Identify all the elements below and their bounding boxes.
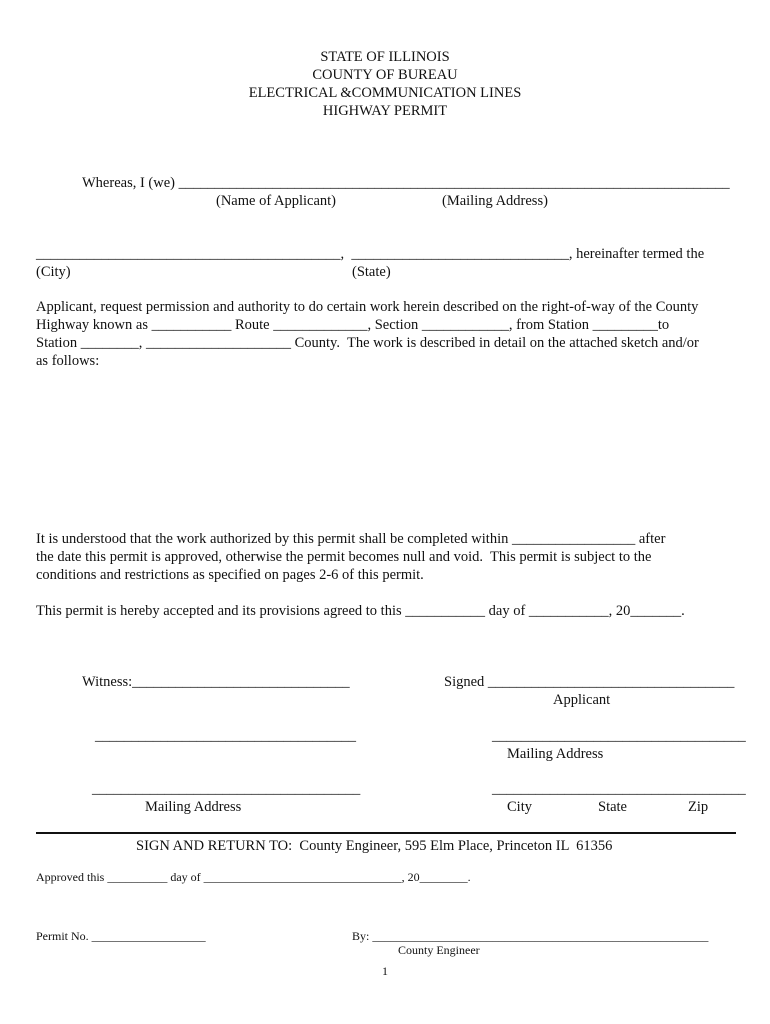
whereas-line[interactable]: Whereas, I (we) ____________________________________________________________________________ <box>82 175 730 191</box>
county-engineer-signature-line[interactable]: By: ________________________________________________________ <box>352 929 709 943</box>
approved-this-line[interactable]: Approved this __________ day of _________________________________, 20________. <box>36 870 471 884</box>
permit-number-line[interactable]: Permit No. ___________________ <box>36 929 206 943</box>
request-paragraph-line-3[interactable]: Station ________, ____________________ County. The work is described in detail on the attached sketch and/or <box>36 335 699 351</box>
city-state-line[interactable]: __________________________________________, ______________________________, hereinafter termed the <box>36 246 705 262</box>
header-lines-type: ELECTRICAL &COMMUNICATION LINES <box>248 85 522 101</box>
witness-address-blank-1[interactable]: ____________________________________ <box>95 728 356 744</box>
request-paragraph-line-4: as follows: <box>36 353 100 369</box>
completion-paragraph-line-1[interactable]: It is understood that the work authorized by this permit shall be completed within _________________ after <box>36 531 666 547</box>
applicant-signature-line[interactable]: Signed __________________________________ <box>444 674 735 690</box>
state-caption-signature: State <box>598 799 627 815</box>
witness-mailing-address-caption: Mailing Address <box>145 799 242 815</box>
zip-caption-signature: Zip <box>688 799 709 815</box>
sign-and-return-line: SIGN AND RETURN TO: County Engineer, 595 Elm Place, Princeton IL 61356 <box>136 838 613 854</box>
mailing-address-caption: (Mailing Address) <box>442 193 548 209</box>
name-of-applicant-caption: (Name of Applicant) <box>216 193 336 209</box>
completion-paragraph-line-2: the date this permit is approved, otherwise the permit becomes null and void. This permit is subject to the <box>36 549 652 565</box>
page-number: 1 <box>382 964 388 978</box>
applicant-address-blank[interactable]: ___________________________________ <box>492 728 746 744</box>
completion-paragraph-line-3: conditions and restrictions as specified on pages 2-6 of this permit. <box>36 567 424 583</box>
city-caption: (City) <box>36 264 71 280</box>
header-state: STATE OF ILLINOIS <box>320 49 450 65</box>
witness-address-blank-2[interactable]: _____________________________________ <box>92 781 361 797</box>
request-paragraph-line-2[interactable]: Highway known as ___________ Route _____________, Section ____________, from Station _________to <box>36 317 670 333</box>
document-title: HIGHWAY PERMIT <box>322 103 448 119</box>
section-divider <box>36 832 736 834</box>
county-engineer-caption: County Engineer <box>398 943 480 957</box>
header-county: COUNTY OF BUREAU <box>312 67 458 83</box>
city-caption-signature: City <box>507 799 532 815</box>
state-caption: (State) <box>352 264 391 280</box>
witness-signature-line[interactable]: Witness:______________________________ <box>82 674 350 690</box>
request-paragraph-line-1: Applicant, request permission and authority to do certain work herein described on the right-of-way of the County <box>36 299 699 315</box>
applicant-mailing-address-caption: Mailing Address <box>507 746 604 762</box>
applicant-city-state-zip-blank[interactable]: ___________________________________ <box>492 781 746 797</box>
applicant-caption: Applicant <box>553 692 611 708</box>
acceptance-line[interactable]: This permit is hereby accepted and its provisions agreed to this ___________ day of ___________, 20_______. <box>36 603 685 619</box>
